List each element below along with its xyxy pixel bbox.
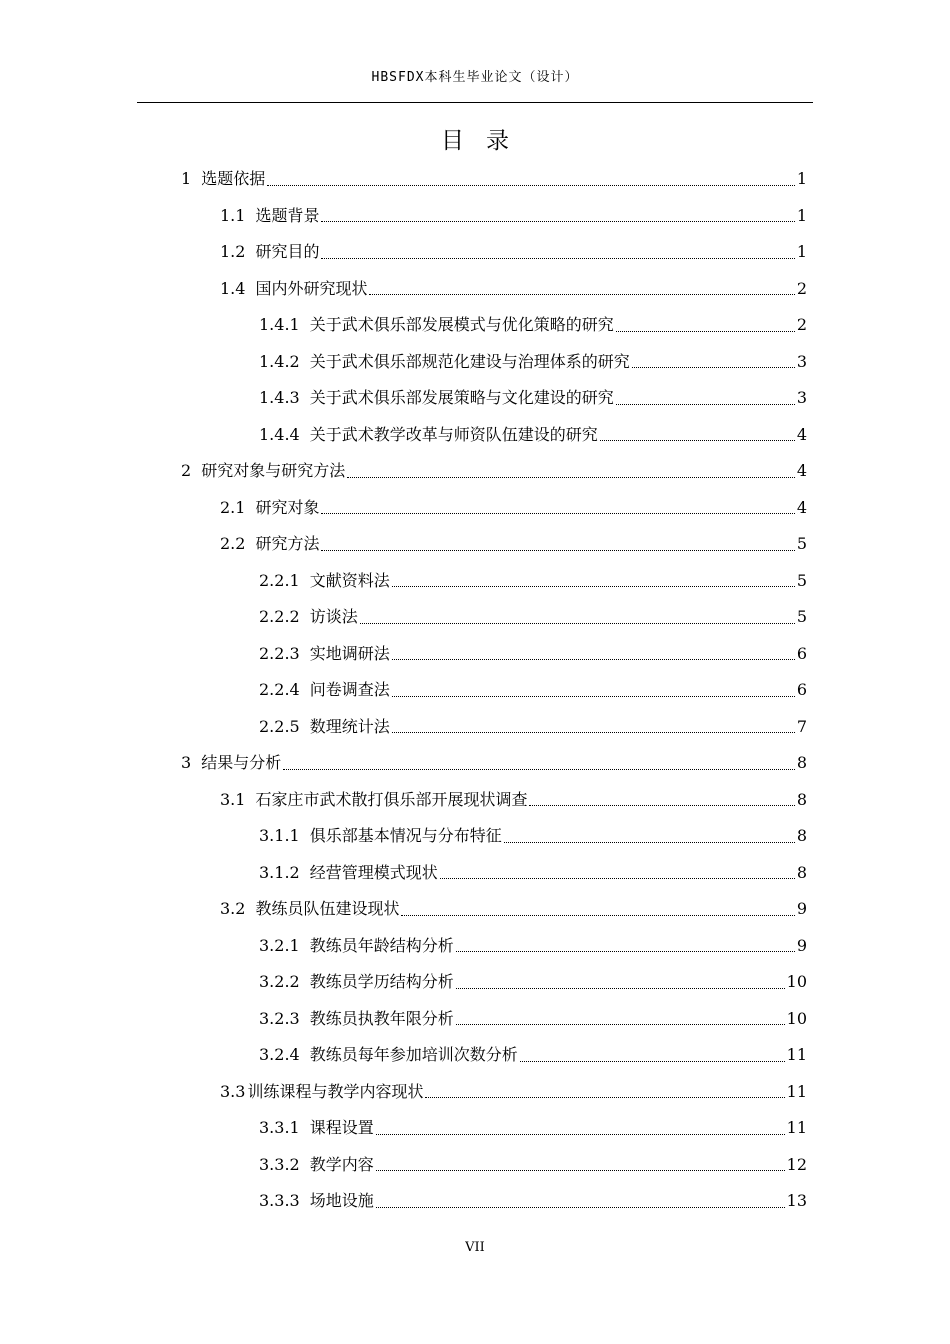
toc-entry-number: 2 [181,461,192,481]
toc-dot-leader [529,805,794,806]
toc-entry[interactable] [0,161,950,198]
toc-entry-number: 1.4.4 [259,424,300,444]
toc-entry-title: 经营管理模式现状 [309,862,438,882]
toc-entry-number: 3.2.4 [259,1045,300,1065]
toc-entry-page: 3 [796,351,807,371]
toc-entry-page: 6 [796,643,807,663]
toc-entry[interactable] [0,1110,950,1147]
toc-dot-leader [504,842,795,843]
toc-entry[interactable] [0,271,950,308]
toc-title: 目录 [441,128,531,154]
toc-entry-number: 2.2.4 [259,680,300,700]
toc-entry-number: 3.3.1 [259,1118,300,1138]
toc-dot-leader [360,623,795,624]
toc-entry-number: 2.2.2 [259,607,300,627]
toc-dot-leader [616,331,795,332]
toc-entry-page: 5 [796,607,807,627]
toc-entry-title: 研究目的 [255,242,320,262]
toc-entry-title: 训练课程与教学内容现状 [247,1081,424,1101]
toc-entry-number: 2.2.1 [259,570,300,590]
toc-entry-title: 教学内容 [309,1154,374,1174]
toc-entry-number: 2.2.3 [259,643,300,663]
toc-entry-title: 结果与分析 [201,753,282,773]
toc-entry[interactable] [0,344,950,381]
toc-entry-title: 关于武术教学改革与师资队伍建设的研究 [309,424,598,444]
header-rule [137,102,813,103]
toc-entry[interactable] [0,745,950,782]
toc-entry-title: 问卷调查法 [309,680,390,700]
toc-dot-leader [321,513,794,514]
toc-entry-page: 5 [796,570,807,590]
toc-entry[interactable] [0,526,950,563]
toc-entry-page: 1 [796,169,807,189]
toc-entry-page: 10 [786,1008,807,1028]
toc-dot-leader [321,221,794,222]
toc-entry-page: 8 [796,753,807,773]
toc-dot-leader [267,185,795,186]
toc-entry[interactable] [0,599,950,636]
toc-entry-page: 11 [786,1118,807,1138]
toc-entry-number: 3.2 [220,899,246,919]
toc-entry-page: 12 [786,1154,807,1174]
toc-dot-leader [440,878,795,879]
toc-entry[interactable] [0,818,950,855]
toc-entry-number: 3.3.3 [259,1191,300,1211]
page-number: VII [465,1240,485,1255]
toc-entry-number: 3.2.2 [259,972,300,992]
toc-entry-number: 3.3.2 [259,1154,300,1174]
toc-entry[interactable] [0,672,950,709]
toc-entry[interactable] [0,1183,950,1220]
toc-entry-title: 教练员队伍建设现状 [255,899,400,919]
toc-entry-title: 关于武术俱乐部发展模式与优化策略的研究 [309,315,614,335]
toc-entry-number: 3.1.1 [259,826,300,846]
toc-entry-page: 1 [796,242,807,262]
toc-dot-leader [376,1207,785,1208]
toc-entry-page: 8 [796,862,807,882]
toc-entry[interactable] [0,636,950,673]
toc-dot-leader [283,769,795,770]
toc-entry[interactable] [0,1037,950,1074]
toc-entry-number: 2.2 [220,534,246,554]
toc-entry-page: 2 [796,278,807,298]
toc-entry-title: 场地设施 [309,1191,374,1211]
toc-entry-page: 3 [796,388,807,408]
toc-entry-title: 数理统计法 [309,716,390,736]
toc-entry-title: 教练员学历结构分析 [309,972,454,992]
toc-entry[interactable] [0,928,950,965]
toc-entry-title: 课程设置 [309,1118,374,1138]
toc-entry[interactable] [0,490,950,527]
toc-dot-leader [456,1024,785,1025]
toc-dot-leader [456,951,795,952]
toc-entry[interactable] [0,307,950,344]
toc-dot-leader [376,1170,785,1171]
toc-entry[interactable] [0,417,950,454]
toc-entry-number: 1.4 [220,278,246,298]
toc-entry-title: 教练员执教年限分析 [309,1008,454,1028]
toc-dot-leader [392,696,795,697]
toc-entry[interactable] [0,198,950,235]
toc-entry-title: 关于武术俱乐部规范化建设与治理体系的研究 [309,351,630,371]
toc-entry-title: 国内外研究现状 [255,278,368,298]
toc-entry-page: 4 [796,424,807,444]
toc-entry-number: 3.1.2 [259,862,300,882]
toc-entry-page: 6 [796,680,807,700]
toc-entry-number: 1.4.1 [259,315,300,335]
toc-dot-leader [369,294,794,295]
toc-entry-number: 1.1 [220,205,246,225]
toc-dot-leader [632,367,795,368]
toc-dot-leader [392,586,795,587]
table-of-contents [0,161,950,1220]
toc-entry-title: 关于武术俱乐部发展策略与文化建设的研究 [309,388,614,408]
toc-entry-page: 4 [796,497,807,517]
toc-entry-title: 访谈法 [309,607,358,627]
toc-entry-number: 2.2.5 [259,716,300,736]
toc-entry[interactable] [0,1074,950,1111]
toc-dot-leader [600,440,795,441]
toc-entry-number: 3.2.3 [259,1008,300,1028]
toc-entry[interactable] [0,1001,950,1038]
toc-dot-leader [321,550,794,551]
toc-entry-title: 俱乐部基本情况与分布特征 [309,826,502,846]
toc-entry-number: 3.2.1 [259,935,300,955]
toc-entry-number: 3.1 [220,789,246,809]
toc-dot-leader [347,477,795,478]
toc-entry-title: 教练员年龄结构分析 [309,935,454,955]
running-header: HBSFDX本科生毕业论文（设计） [371,70,579,85]
toc-entry-number: 1.4.3 [259,388,300,408]
toc-entry-page: 2 [796,315,807,335]
toc-entry-page: 13 [786,1191,807,1211]
toc-entry[interactable] [0,782,950,819]
toc-entry-title: 教练员每年参加培训次数分析 [309,1045,518,1065]
toc-entry-page: 4 [796,461,807,481]
toc-entry[interactable] [0,855,950,892]
toc-entry-page: 10 [786,972,807,992]
toc-dot-leader [376,1134,785,1135]
toc-entry-page: 8 [796,826,807,846]
toc-entry-page: 7 [796,716,807,736]
toc-dot-leader [520,1061,785,1062]
toc-entry-number: 2.1 [220,497,246,517]
toc-entry-title: 研究对象与研究方法 [201,461,346,481]
toc-entry-title: 石家庄市武术散打俱乐部开展现状调查 [255,789,528,809]
toc-entry-number: 1 [181,169,192,189]
toc-dot-leader [456,988,785,989]
toc-entry-title: 选题依据 [201,169,266,189]
toc-entry-title: 研究方法 [255,534,320,554]
toc-entry-title: 实地调研法 [309,643,390,663]
toc-dot-leader [392,659,795,660]
toc-dot-leader [425,1097,784,1098]
toc-dot-leader [401,915,794,916]
toc-entry-page: 1 [796,205,807,225]
toc-entry-title: 选题背景 [255,205,320,225]
toc-dot-leader [616,404,795,405]
toc-entry-page: 9 [796,899,807,919]
toc-entry[interactable] [0,453,950,490]
toc-entry-number: 3.3 [220,1081,246,1101]
toc-dot-leader [321,258,794,259]
toc-entry-page: 9 [796,935,807,955]
toc-entry[interactable] [0,380,950,417]
toc-entry[interactable] [0,234,950,271]
toc-entry-number: 3 [181,753,192,773]
toc-entry[interactable] [0,1147,950,1184]
toc-entry-title: 研究对象 [255,497,320,517]
toc-entry[interactable] [0,563,950,600]
toc-entry-title: 文献资料法 [309,570,390,590]
toc-entry-page: 11 [786,1045,807,1065]
toc-entry-page: 11 [786,1081,807,1101]
toc-entry-page: 8 [796,789,807,809]
toc-entry[interactable] [0,709,950,746]
toc-entry-number: 1.4.2 [259,351,300,371]
toc-entry[interactable] [0,891,950,928]
toc-dot-leader [392,732,795,733]
toc-entry-page: 5 [796,534,807,554]
toc-entry[interactable] [0,964,950,1001]
toc-entry-number: 1.2 [220,242,246,262]
